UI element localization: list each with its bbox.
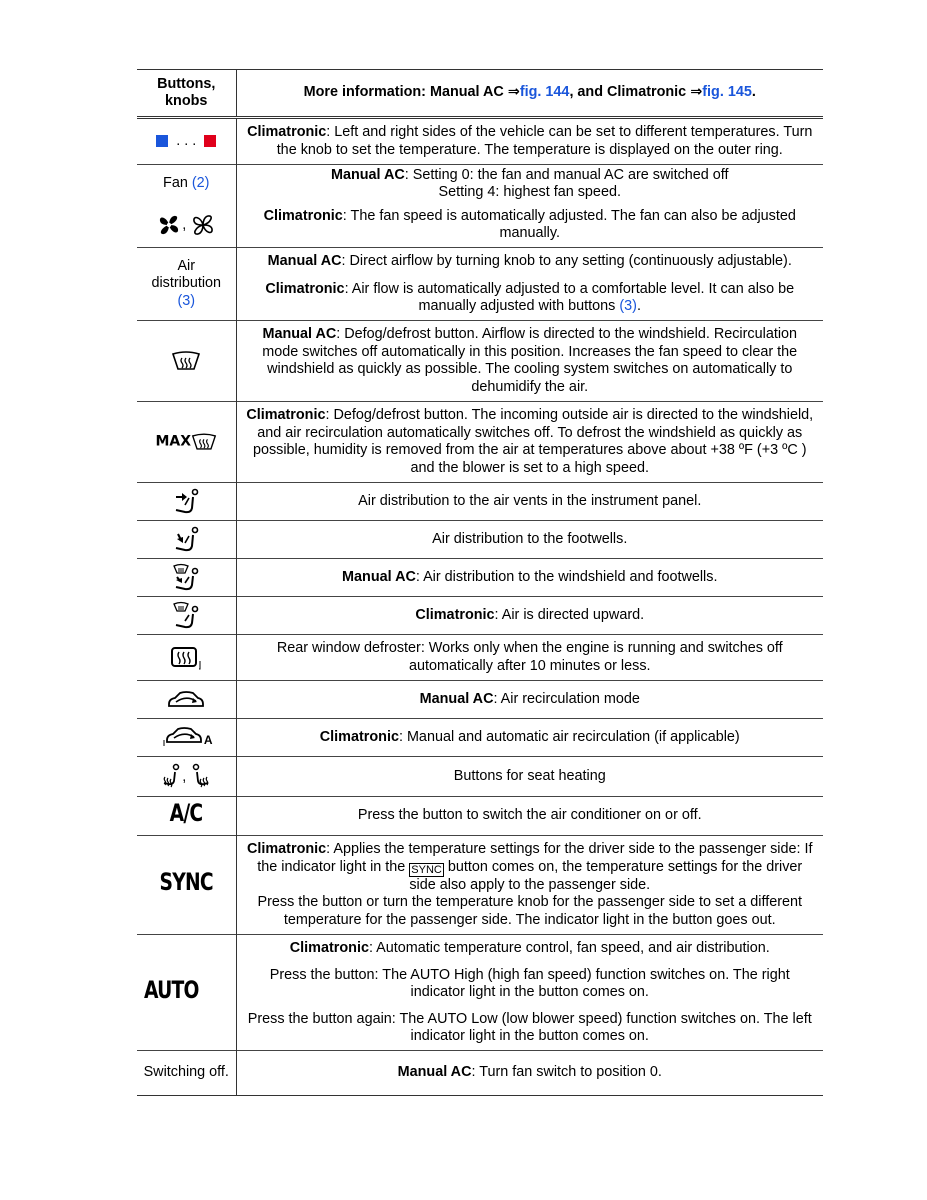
table-row <box>137 935 823 963</box>
table-row: , Buttons for seat heating <box>137 757 823 797</box>
max-defrost-description: Climatronic: Defog/defrost button. The incoming outside air is directed to the windshield, and air recirculation automatically switches off. To defrost the windshield as quickly as possible, humidity is removed from the air at temperatures above about +38 ºF (+3 ºC ) and the blower is set to a high speed. <box>236 402 823 483</box>
table-row <box>137 203 823 248</box>
table-row <box>137 1051 823 1096</box>
table-row <box>137 483 823 521</box>
climate-controls-table <box>137 69 823 1096</box>
fan-outline-icon <box>190 213 216 237</box>
table-row <box>137 402 823 483</box>
seat-heating-right-icon <box>190 763 212 791</box>
max-defrost-icon-cell: MAX <box>137 402 236 483</box>
table-row <box>137 597 823 635</box>
table-row <box>137 797 823 836</box>
rear-window-defrost-icon <box>170 645 202 671</box>
fan-icons: , <box>137 203 236 248</box>
fan-label: Fan (2) <box>137 165 236 204</box>
table-row <box>137 521 823 559</box>
auto-recirculation-description: Climatronic: Manual and automatic air recirculation (if applicable) <box>236 719 823 757</box>
header-more-information: More information: Manual AC ⇒fig. 144, and Climatronic ⇒fig. 145. <box>236 70 823 118</box>
windshield-footwell-description: Manual AC: Air distribution to the windshield and footwells. <box>236 559 823 597</box>
auto-low-description: Press the button again: The AUTO Low (low blower speed) function switches on. The left indicator light in the button comes on. <box>247 1010 812 1044</box>
windshield-defrost-icon <box>171 351 201 371</box>
hot-square-icon <box>204 135 216 147</box>
defrost-icon-cell <box>137 321 236 402</box>
sync-indicator-box: SYNC <box>411 863 442 876</box>
table-row <box>137 276 823 321</box>
cold-square-icon <box>156 135 168 147</box>
table-row <box>137 681 823 719</box>
seat-heating-description: Buttons for seat heating <box>236 757 823 797</box>
seat-heating-left-icon <box>160 763 182 791</box>
rear-window-description: Rear window defroster: Works only when the engine is running and switches off automatically after 10 minutes or less. <box>236 635 823 681</box>
recirculation-description: Manual AC: Air recirculation mode <box>236 681 823 719</box>
air-recirculation-icon <box>166 689 206 711</box>
air-climatronic-description: Climatronic: Air flow is automatically adjusted to a comfortable level. It can also be manually adjusted with buttons (3). <box>265 280 795 314</box>
table-row <box>137 248 823 277</box>
temperature-description: Climatronic: Left and right sides of the vehicle can be set to different temperatures. Turn the knob to set the temperature. The temperature is displayed on the outer ring. <box>247 124 813 158</box>
sync-button-icon: SYNC <box>159 868 213 897</box>
panel-description: Air distribution to the air vents in the instrument panel. <box>236 483 823 521</box>
table-row <box>137 321 823 402</box>
temperature-icons: . . . <box>137 118 236 165</box>
table-row: $_A$ Climatronic: Manual and automatic air recirculation (if applicable) <box>137 719 823 757</box>
fig-145-link[interactable]: fig. 145 <box>702 84 752 101</box>
switching-off-description: Manual AC: Turn fan switch to position 0. <box>236 1051 823 1096</box>
air-to-panel-icon <box>171 488 201 516</box>
table-row <box>137 559 823 597</box>
air-to-footwell-icon <box>171 526 201 554</box>
ac-button-icon: A/C <box>169 799 203 828</box>
fig-144-link[interactable]: fig. 144 <box>519 84 570 101</box>
auto-high-description: Press the button: The AUTO High (high fan speed) function switches on. The right indicator light in the button comes on. <box>269 966 790 1000</box>
header-buttons-knobs: Buttons, knobs <box>137 70 236 118</box>
sync-description: Climatronic: Applies the temperature settings for the driver side to the passenger side: If the indicator light in the SYNC button comes on, the temperature settings for the driver side also apply to the passenger side. Press the button or turn the temperature knob for the passenger side to set a different temperature for the passenger side. The indicator light in the button goes out. <box>236 836 823 935</box>
table-row <box>137 836 823 935</box>
table-row <box>137 165 823 204</box>
fan-climatronic-description: Climatronic: The fan speed is automatically adjusted. The fan can also be adjusted manually. <box>263 207 796 241</box>
max-defrost-icon <box>191 432 217 452</box>
auto-climatronic-description: Climatronic: Automatic temperature control, fan speed, and air distribution. <box>236 935 823 963</box>
table-row <box>137 118 823 165</box>
auto-recirculation-icon <box>160 725 204 747</box>
defrost-description: Manual AC: Defog/defrost button. Airflow is directed to the windshield. Recirculation mode switches off automatically in this position. Increases the fan speed to clear the windshield as quickly as possible. The cooling system switches on automatically to dehumidify the air. <box>236 321 823 402</box>
fan-filled-icon <box>156 213 182 237</box>
air-manual-description: Manual AC: Direct airflow by turning knob to any setting (continuously adjustable). <box>236 248 823 277</box>
upward-description: Climatronic: Air is directed upward. <box>236 597 823 635</box>
table-row <box>137 1006 823 1051</box>
air-to-windshield-footwell-icon <box>171 563 201 593</box>
air-distribution-label: Air distribution (3) <box>137 248 236 321</box>
switching-off-label: Switching off. <box>137 1051 236 1096</box>
fan-manual-description: Manual AC: Setting 0: the fan and manual AC are switched off Setting 4: highest fan speed. <box>236 165 823 204</box>
footwell-description: Air distribution to the footwells. <box>236 521 823 559</box>
air-upward-icon <box>171 601 201 631</box>
ac-description: Press the button to switch the air conditioner on or off. <box>236 797 823 836</box>
auto-button-icon: AUTO <box>144 975 199 1004</box>
table-row <box>137 635 823 681</box>
table-row <box>137 962 823 1006</box>
